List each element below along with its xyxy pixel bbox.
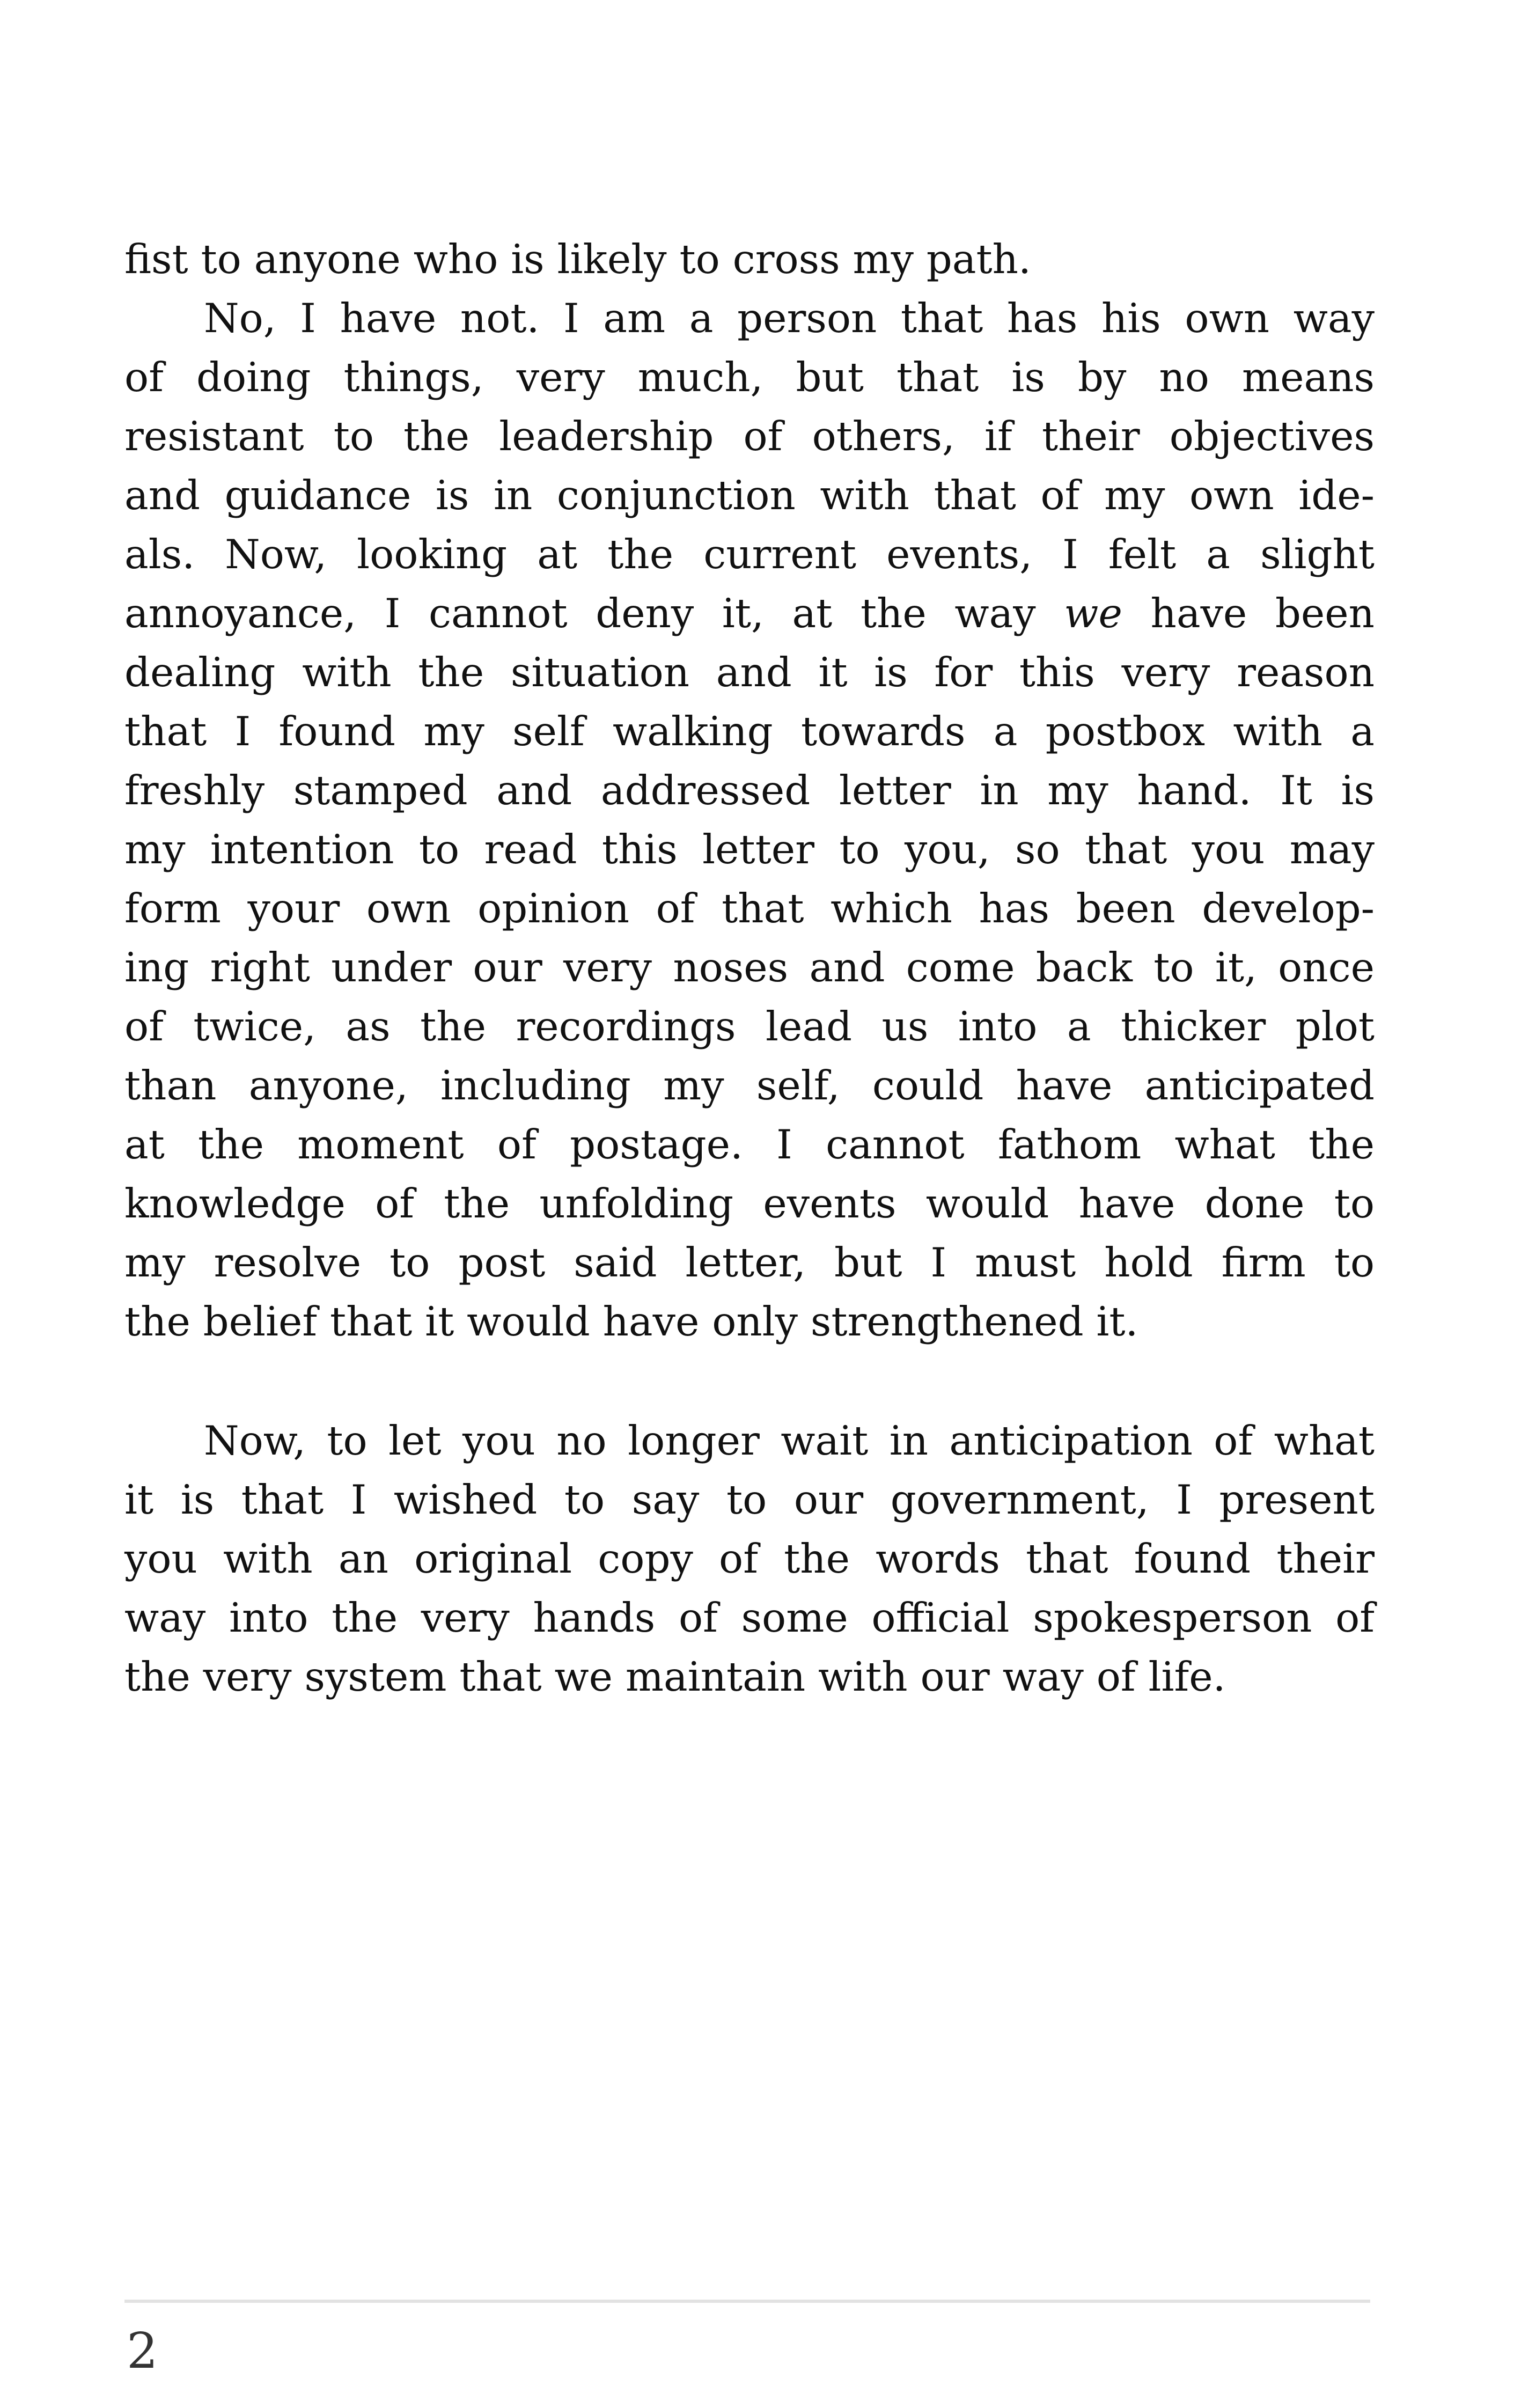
text-block — [124, 230, 1375, 1706]
text-line: of twice, as the recordings lead us into a thicker plot — [124, 1003, 1375, 1050]
text-line: freshly stamped and addressed letter in my hand. It is — [124, 767, 1375, 814]
text-line: the very system that we maintain with our way of life. — [124, 1653, 1226, 1700]
page-number: 2 — [127, 2322, 158, 2380]
text-line: my resolve to post said letter, but I must hold firm to — [124, 1239, 1375, 1286]
text-line: ing right under our very noses and come back to it, once — [124, 944, 1375, 991]
text-line: it is that I wished to say to our government, I present — [124, 1476, 1375, 1523]
text-line: dealing with the situation and it is for this very reason — [124, 649, 1375, 696]
text-line: resistant to the leadership of others, if their objectives — [124, 413, 1375, 460]
footer-rule — [124, 2300, 1370, 2303]
text-line: of doing things, very much, but that is by no means — [124, 354, 1375, 401]
text-line: way into the very hands of some official spokesperson of — [124, 1594, 1375, 1641]
paragraph — [124, 230, 1375, 289]
text-line: Now, to let you no longer wait in anticipation of what — [204, 1417, 1375, 1464]
text-line: form your own opinion of that which has been develop- — [124, 885, 1375, 932]
text-line: als. Now, looking at the current events, I felt a slight — [124, 531, 1375, 578]
paragraph — [124, 289, 1375, 1351]
text-line: the belief that it would have only strengthened it. — [124, 1298, 1138, 1345]
text-line: than anyone, including my self, could have anticipated — [124, 1062, 1375, 1109]
text-line: No, I have not. I am a person that has his own way — [204, 295, 1375, 342]
text-line: and guidance is in conjunction with that of my own ide- — [124, 472, 1375, 519]
paragraph — [124, 1411, 1375, 1706]
text-line: you with an original copy of the words that found their — [124, 1535, 1375, 1582]
text-line: that I found my self walking towards a postbox with a — [124, 708, 1375, 755]
text-line: knowledge of the unfolding events would have done to — [124, 1180, 1375, 1227]
text-line: at the moment of postage. I cannot fathom what the — [124, 1121, 1375, 1168]
text-line: my intention to read this letter to you, so that you may — [124, 826, 1375, 873]
text-line: annoyance, I cannot deny it, at the way we have been — [124, 590, 1375, 637]
text-line: fist to anyone who is likely to cross my path. — [124, 236, 1031, 283]
